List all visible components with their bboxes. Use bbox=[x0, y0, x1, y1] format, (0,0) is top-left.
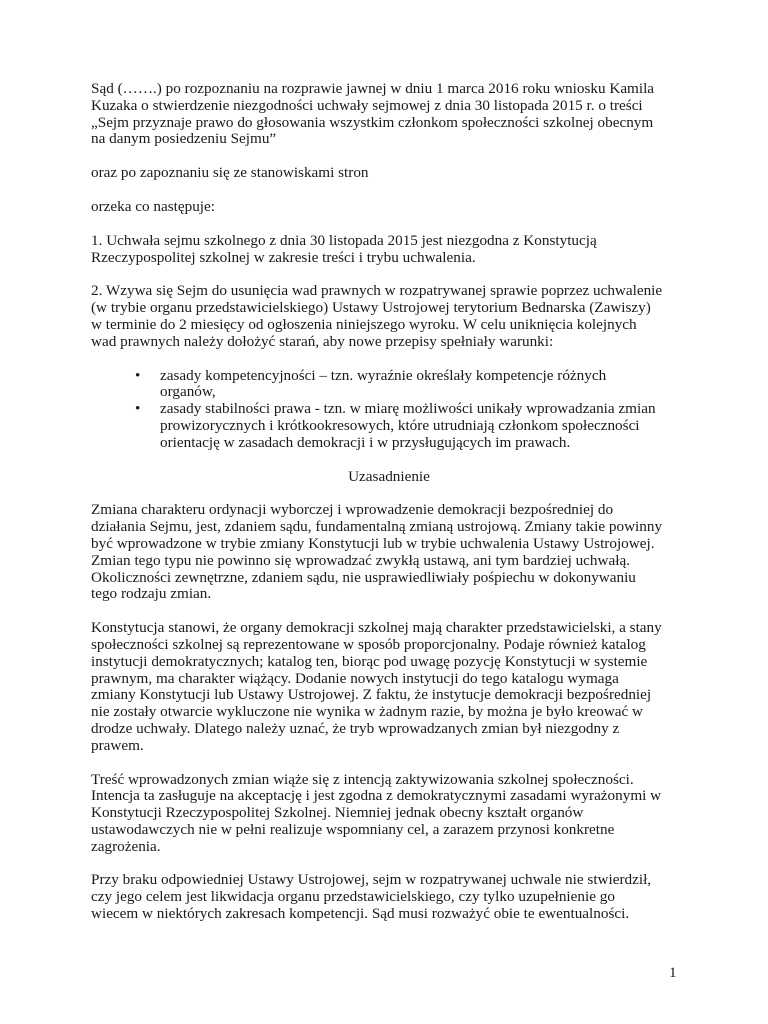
text-line: być wprowadzone w trybie zmiany Konstytucji lub w trybie uchwalenia Ustawy Ustrojowej. bbox=[91, 534, 655, 552]
justification-paragraph-2 bbox=[91, 620, 681, 754]
text-line: działania Sejmu, jest, zdaniem sądu, fundamentalną zmianą ustrojową. Zmiany takie powinny bbox=[91, 518, 663, 536]
text-line: (w trybie organu przedstawicielskiego) Ustawy Ustrojowej terytorium Bednarska (Zawiszy) bbox=[91, 299, 651, 317]
text-line: Zmiana charakteru ordynacji wyborczej i wprowadzenie demokracji bezpośredniej do bbox=[91, 501, 614, 519]
text-line: 1. Uchwała sejmu szkolnego z dnia 30 listopada 2015 jest niezgodna z Konstytucją bbox=[91, 231, 597, 249]
justification-paragraph-3 bbox=[91, 772, 681, 856]
conditions-list bbox=[91, 368, 681, 452]
text-line: prawnym, ma charakter wiążący. Dodanie nowych instytucji do tego katalogu wymaga bbox=[91, 669, 619, 687]
text-line: Kuzaka o stwierdzenie niezgodności uchwały sejmowej z dnia 30 listopada 2015 r. o treści bbox=[91, 96, 643, 114]
text-line: prawem. bbox=[91, 736, 144, 754]
text-line: Intencja ta zasługuje na akceptację i jest zgodna z demokratycznymi zasadami wyrażonymi w bbox=[91, 787, 662, 805]
text-line: organów, bbox=[160, 383, 216, 401]
text-line: ustawodawczych nie w pełni realizuje wspomniany cel, a zarazem przynosi konkretne bbox=[91, 820, 615, 838]
text-line: czy jego celem jest likwidacja organu przedstawicielskiego, czy tylko uzupełnienie go bbox=[91, 888, 615, 906]
text-line: zasady stabilności prawa - tzn. w miarę możliwości unikały wprowadzania zmian bbox=[160, 400, 656, 418]
text-line: instytucji demokratycznych; katalog ten, biorąc pod uwagę pozycję Konstytucji w systemie bbox=[91, 652, 648, 670]
page-number: 1 bbox=[669, 964, 677, 981]
text-line: wiecem w niektórych zakresach kompetencji. Sąd musi rozważyć obie te ewentualności. bbox=[91, 905, 630, 923]
text-line: tego rodzaju zmian. bbox=[91, 585, 212, 603]
considering-paragraph: oraz po zapoznaniu się ze stanowiskami stron bbox=[91, 164, 369, 182]
text-line: zmiany Konstytucji lub Ustawy Ustrojowej. Z faktu, że instytucje demokracji bezpośredniej bbox=[91, 686, 652, 704]
text-line: społeczności szkolnej są reprezentowane w sposób proporcjonalny. Podaje również katalog bbox=[91, 635, 646, 653]
text-line: na danym posiedzeniu Sejmu” bbox=[91, 130, 277, 148]
text-line: Treść wprowadzonych zmian wiąże się z intencją zaktywizowania szkolnej społeczności. bbox=[91, 770, 634, 788]
text-line: Sąd (…….) po rozpoznaniu na rozprawie jawnej w dniu 1 marca 2016 roku wniosku Kamila bbox=[91, 80, 655, 97]
list-item bbox=[91, 368, 681, 402]
ruling-intro: orzeka co następuje: bbox=[91, 197, 215, 215]
bullet-icon: • bbox=[135, 366, 141, 384]
text-line: nie zostały otwarcie wykluczone nie wynika w żadnym razie, by można je było kreować w bbox=[91, 703, 644, 721]
text-line: Zmian tego typu nie powinno się wprowadzać zwykłą ustawą, ani tym bardziej uchwałą. bbox=[91, 551, 630, 569]
text-line: prowizorycznych i krótkookresowych, które utrudniają członkom społeczności bbox=[160, 416, 640, 434]
text-line: drodze uchwały. Dlatego należy uznać, że tryb wprowadzanych zmian był niezgodny z bbox=[91, 719, 620, 737]
text-line: „Sejm przyznaje prawo do głosowania wszystkim członkom społeczności szkolnej obecnym bbox=[91, 113, 654, 131]
justification-paragraph-4 bbox=[91, 872, 681, 922]
text-line: 2. Wzywa się Sejm do usunięcia wad prawnych w rozpatrywanej sprawie poprzez uchwalenie bbox=[91, 282, 663, 300]
text-line: Przy braku odpowiedniej Ustawy Ustrojowej, sejm w rozpatrywanej uchwale nie stwierdził, bbox=[91, 871, 652, 889]
text-line: Okoliczności zewnętrzne, zdaniem sądu, nie usprawiedliwiały pośpiechu w dokonywaniu bbox=[91, 568, 636, 586]
justification-paragraph-1 bbox=[91, 502, 681, 603]
bullet-icon: • bbox=[135, 400, 141, 418]
ruling-point-2 bbox=[91, 283, 681, 350]
text-line: wad prawnych należy dołożyć starań, aby nowe przepisy spełniały warunki: bbox=[91, 332, 554, 350]
text-line: orientację w zasadach demokracji i w przysługujących im prawach. bbox=[160, 433, 571, 451]
text-line: w terminie do 2 miesięcy od ogłoszenia niniejszego wyroku. W celu uniknięcia kolejnych bbox=[91, 315, 637, 333]
text-line: zasady kompetencyjności – tzn. wyraźnie określały kompetencje różnych bbox=[160, 366, 607, 384]
text-line: zagrożenia. bbox=[91, 837, 161, 855]
ruling-point-1 bbox=[91, 233, 681, 267]
list-item bbox=[91, 401, 681, 451]
justification-heading: Uzasadnienie bbox=[348, 467, 430, 485]
document-body bbox=[91, 81, 681, 940]
text-line: Rzeczypospolitej szkolnej w zakresie treści i trybu uchwalenia. bbox=[91, 248, 476, 266]
text-line: Konstytucji Rzeczypospolitej Szkolnej. Niemniej jednak obecny kształt organów bbox=[91, 804, 584, 822]
intro-paragraph bbox=[91, 81, 681, 148]
text-line: Konstytucja stanowi, że organy demokracji szkolnej mają charakter przedstawicielski, a stany bbox=[91, 619, 662, 637]
